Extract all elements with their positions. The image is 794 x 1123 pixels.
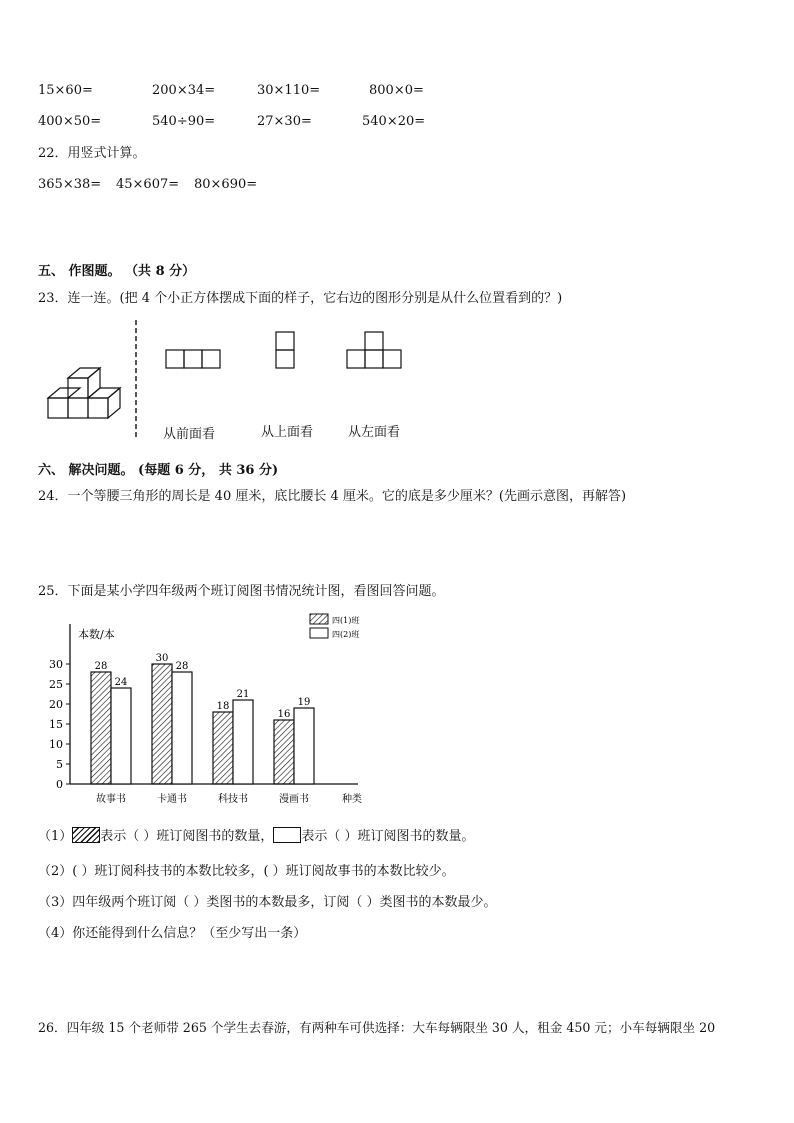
data-label: 21	[236, 689, 250, 700]
y-tick-label: 5	[56, 758, 63, 771]
left-view-shape	[347, 332, 401, 368]
y-tick-label: 0	[56, 778, 63, 791]
q22-item: 365×38=	[38, 177, 102, 192]
calc-item: 27×30=	[257, 114, 312, 129]
legend-swatch-class2	[310, 628, 328, 638]
y-tick-label: 10	[49, 738, 63, 751]
bar-class1	[91, 672, 111, 784]
view-label-front: 从前面看	[163, 427, 216, 442]
q25-sub1	[38, 827, 475, 845]
view-label-left: 从左面看	[348, 425, 401, 440]
view-label-top: 从上面看	[261, 425, 314, 440]
q24-text: 24．一个等腰三角形的周长是 40 厘米，底比腰长 4 厘米。它的底是多少厘米？(先画示意图，再解答)	[38, 489, 627, 504]
legend-label-class1: 四(1)班	[332, 616, 360, 625]
bar-class1	[152, 664, 172, 784]
q25-sub3: （3）四年级两个班订阅（ ）类图书的本数最多，订阅（ ）类图书的本数最少。	[38, 895, 497, 910]
hatched-legend-box	[72, 827, 100, 843]
bar-class2	[111, 688, 131, 784]
bar-class1	[213, 712, 233, 784]
bar-class2	[233, 700, 253, 784]
bar-chart	[38, 610, 378, 810]
top-view-shape	[276, 332, 294, 368]
q26-text: 26．四年级 15 个老师带 265 个学生去春游，有两种车可供选择：大车每辆限坐 30 人，租金 450 元；小车每辆限坐 20	[38, 1020, 716, 1035]
y-tick-label: 30	[49, 658, 63, 671]
y-axis-title: 本数/本	[78, 628, 115, 641]
q22-item: 45×607=	[116, 177, 180, 192]
x-tick-label: 漫画书	[279, 794, 309, 805]
data-label: 30	[155, 653, 169, 664]
calc-item: 30×110=	[257, 83, 321, 98]
legend-label-class2: 四(2)班	[332, 630, 360, 639]
calc-item: 200×34=	[152, 83, 216, 98]
data-label: 19	[297, 697, 311, 708]
calc-item: 540×20=	[362, 114, 426, 129]
data-label: 16	[277, 709, 291, 720]
calc-item: 400×50=	[38, 114, 102, 129]
q25-sub4: （4）你还能得到什么信息？（至少写出一条）	[38, 926, 307, 941]
x-tick-label: 故事书	[96, 794, 126, 805]
calc-item: 15×60=	[38, 83, 93, 98]
x-tick-label: 科技书	[218, 794, 248, 805]
data-label: 28	[94, 661, 108, 672]
y-tick-label: 15	[49, 718, 63, 731]
q25-sub1-num: （1）	[38, 829, 73, 844]
q25-sub2: （2）( ）班订阅科技书的本数比较多，( ）班订阅故事书的本数比较少。	[38, 864, 455, 879]
q25-sub1-part1: 表示（ ）班订阅图书的数量，	[100, 829, 274, 844]
blank-legend-box	[273, 827, 301, 843]
calc-item: 800×0=	[369, 83, 424, 98]
q22-item: 80×690=	[194, 177, 258, 192]
data-label: 24	[114, 677, 128, 688]
section-title: 五、 作图题。 （共 8 分）	[38, 264, 196, 279]
q25-sub1-part2: 表示（ ）班订阅图书的数量。	[301, 829, 475, 844]
bar-class2	[294, 708, 314, 784]
q25-text: 25．下面是某小学四年级两个班订阅图书情况统计图，看图回答问题。	[38, 584, 445, 599]
bar-class1	[274, 720, 294, 784]
x-tick-label: 卡通书	[157, 794, 187, 805]
data-label: 18	[216, 701, 230, 712]
data-label: 28	[175, 661, 189, 672]
cube-stack-drawing	[48, 368, 120, 418]
y-tick-label: 20	[49, 698, 63, 711]
q23-text: 23．连一连。(把 4 个小正方体摆成下面的样子，它右边的图形分别是从什么位置看到的？)	[38, 291, 563, 306]
q22-title: 22．用竖式计算。	[38, 146, 146, 161]
calc-item: 540÷90=	[152, 114, 216, 129]
x-axis-title: 种类	[342, 794, 362, 805]
section-title: 六、 解决问题。 (每题 6 分， 共 36 分)	[38, 463, 279, 478]
y-tick-label: 25	[49, 678, 63, 691]
front-view-shape	[166, 350, 220, 368]
legend-swatch-class1	[310, 614, 328, 624]
bar-class2	[172, 672, 192, 784]
